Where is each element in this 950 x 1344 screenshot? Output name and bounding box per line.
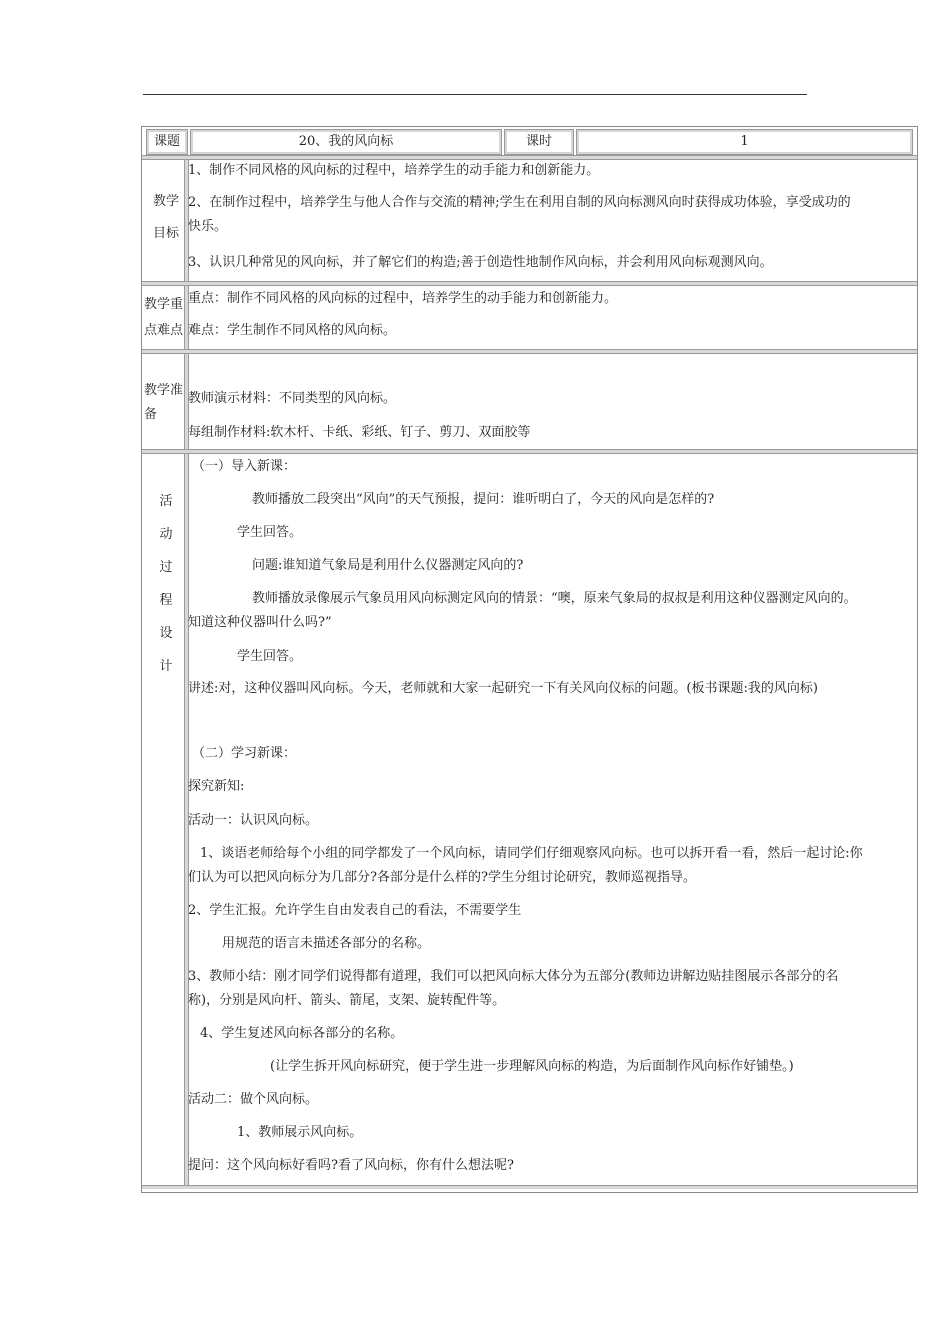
process-line: 活动一：认识风向标。 <box>188 813 319 828</box>
process-line: 提问：这个风向标好看吗?看了风向标，你有什么想法呢? <box>188 1158 514 1173</box>
process-line: 教师播放录像展示气象员用风向标测定风向的情景：“噢，原来气象局的叔叔是利用这种仪器测定风向的。 <box>252 591 857 606</box>
process-label-char: 计 <box>159 659 173 674</box>
goal-item: 3、认识几种常见的风向标，并了解它们的构造;善于创造性地制作风向标，并会利用风向标观测风向。 <box>188 255 773 270</box>
row-separator <box>142 281 917 286</box>
process-line: 知道这种仪器叫什么吗?” <box>188 615 332 630</box>
goal-item: 1、制作不同风格的风向标的过程中，培养学生的动手能力和创新能力。 <box>188 163 600 178</box>
process-line: 2、学生汇报。允许学生自由发表自己的看法，不需要学生 <box>188 903 522 918</box>
process-line: 探究新知: <box>188 779 245 794</box>
process-line: 活动二：做个风向标。 <box>188 1092 319 1107</box>
hours-value-cell <box>576 129 913 155</box>
process-line: 4、学生复述风向标各部分的名称。 <box>200 1026 404 1041</box>
goals-label-2: 目标 <box>152 226 179 241</box>
process-line: 问题:谁知道气象局是利用什么仪器测定风向的? <box>252 558 524 573</box>
hours-value: 1 <box>740 134 749 149</box>
row-separator <box>142 155 917 160</box>
label-column-divider <box>184 157 189 1187</box>
prep-label-1: 教学准 <box>144 383 184 398</box>
table-bottom-border <box>142 1185 917 1189</box>
process-label-char: 过 <box>159 560 173 575</box>
topic-value-cell <box>190 129 502 155</box>
prep-group: 每组制作材料:软木杆、卡纸、彩纸、钉子、剪刀、双面胶等 <box>188 425 531 440</box>
topic-value: 20、我的风向标 <box>298 134 394 149</box>
lesson-plan-table <box>141 126 918 1193</box>
focus-label-2: 点难点 <box>144 323 184 338</box>
process-line: （二）学习新课： <box>192 746 297 761</box>
prep-teacher: 教师演示材料：不同类型的风向标。 <box>188 391 397 406</box>
process-line: （一）导入新课： <box>192 459 297 474</box>
process-line: 用规范的语言未描述各部分的名称。 <box>222 936 431 951</box>
process-line: 讲述:对，这种仪器叫风向标。今天，老师就和大家一起研究一下有关风向仪标的问题。(板书课题:我的风向标) <box>188 681 818 696</box>
process-line: 教师播放二段突出“风向”的天气预报，提问：谁听明白了，今天的风向是怎样的? <box>252 492 715 507</box>
focus-key: 重点：制作不同风格的风向标的过程中，培养学生的动手能力和创新能力。 <box>188 291 618 306</box>
process-line: 们认为可以把风向标分为几部分?各部分是什么样的?学生分组讨论研究，教师巡视指导。 <box>188 870 696 885</box>
hours-label-cell <box>504 129 574 155</box>
row-separator <box>142 349 917 354</box>
header-rule <box>143 94 807 95</box>
goals-label-1: 教学 <box>152 194 179 209</box>
process-label-char: 动 <box>159 527 173 542</box>
prep-label-2: 备 <box>144 407 158 422</box>
focus-difficulty: 难点：学生制作不同风格的风向标。 <box>188 323 397 338</box>
process-label-char: 设 <box>159 626 173 641</box>
process-line: 1、谈语老师给每个小组的同学都发了一个风向标，请同学们仔细观察风向标。也可以拆开看一看，然后一起讨论:你 <box>200 846 863 861</box>
process-label-char: 程 <box>159 593 173 608</box>
goal-item: 快乐。 <box>188 219 228 234</box>
goal-item: 2、在制作过程中，培养学生与他人合作与交流的精神;学生在利用自制的风向标测风向时获得成功体验，享受成功的 <box>188 195 851 210</box>
process-line: 学生回答。 <box>237 649 303 664</box>
process-line: 学生回答。 <box>237 525 303 540</box>
hours-label: 课时 <box>525 134 552 149</box>
process-line: (让学生拆开风向标研究，便于学生进一步理解风向标的构造，为后面制作风向标作好铺垫。) <box>270 1059 794 1074</box>
topic-label: 课题 <box>153 134 180 149</box>
row-separator <box>142 449 917 454</box>
process-line: 3、教师小结：刚才同学们说得都有道理，我们可以把风向标大体分为五部分(教师边讲解边贴挂图展示各部分的名 <box>188 969 839 984</box>
process-line: 1、教师展示风向标。 <box>237 1125 363 1140</box>
topic-label-cell <box>146 129 188 155</box>
focus-label-1: 教学重 <box>144 297 184 312</box>
process-line: 称)，分别是风向杆、箭头、箭尾，支架、旋转配件等。 <box>188 993 506 1008</box>
process-label-char: 活 <box>159 494 173 509</box>
